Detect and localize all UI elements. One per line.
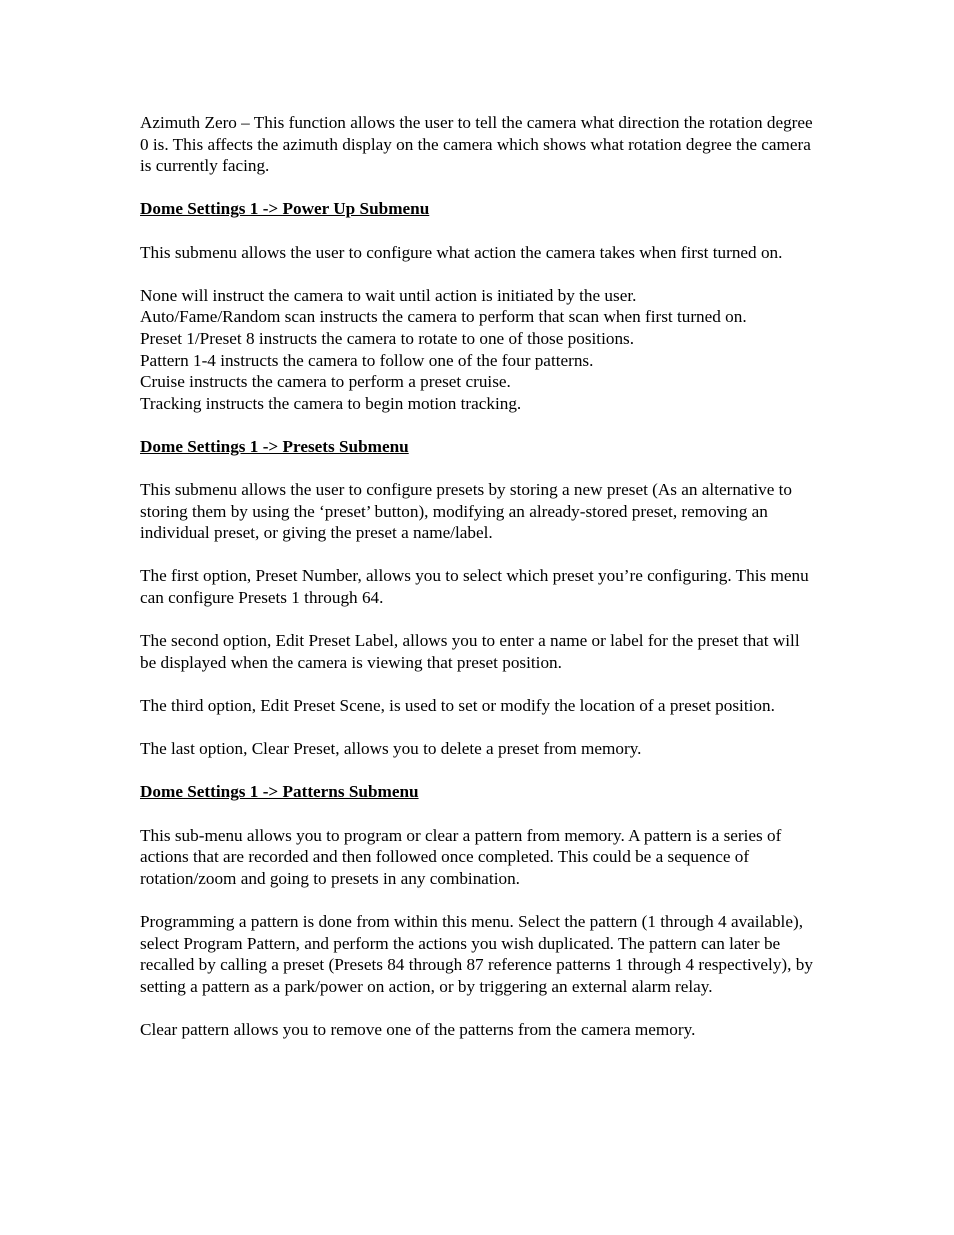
patterns-clear-paragraph: Clear pattern allows you to remove one of the patterns from the camera memory. xyxy=(140,1019,696,1039)
power-up-intro-paragraph: This submenu allows the user to configure what action the camera takes when first turned on. xyxy=(140,242,783,262)
presets-intro-paragraph: This submenu allows the user to configure presets by storing a new preset (As an alternative to storing them by using the ‘preset’ button), modifying an already-stored preset, removing an individual preset, or giving the preset a name/label. xyxy=(140,480,793,543)
power-up-option-cruise: Cruise instructs the camera to perform a preset cruise. xyxy=(140,372,511,392)
presets-last-option-paragraph: The last option, Clear Preset, allows you to delete a preset from memory. xyxy=(140,739,642,759)
power-up-option-scan: Auto/Fame/Random scan instructs the camera to perform that scan when first turned on. xyxy=(140,307,747,327)
patterns-programming-paragraph: Programming a pattern is done from within this menu. Select the pattern (1 through 4 available), select Program Pattern, and perform the actions you wish duplicated. The pattern can later be recalled by calling a preset (Presets 84 through 87 reference patterns 1 through 4 respectively), by setting a pattern as a park/power on action, or by triggering an external alarm relay. xyxy=(140,911,813,996)
presets-first-option-paragraph: The first option, Preset Number, allows you to select which preset you’re configuring. This menu can configure Presets 1 through 64. xyxy=(140,566,809,608)
patterns-submenu-heading: Dome Settings 1 -> Patterns Submenu xyxy=(140,782,419,802)
power-up-option-none: None will instruct the camera to wait until action is initiated by the user. xyxy=(140,285,637,305)
power-up-option-pattern: Pattern 1-4 instructs the camera to follow one of the four patterns. xyxy=(140,350,594,370)
azimuth-zero-paragraph: Azimuth Zero – This function allows the user to tell the camera what direction the rotation degree 0 is. This affects the azimuth display on the camera which shows what rotation degree the camera is currently facing. xyxy=(140,113,813,176)
power-up-options-list xyxy=(140,285,820,415)
presets-third-option-paragraph: The third option, Edit Preset Scene, is used to set or modify the location of a preset position. xyxy=(140,696,775,716)
power-up-option-preset: Preset 1/Preset 8 instructs the camera to rotate to one of those positions. xyxy=(140,328,635,348)
patterns-intro-paragraph: This sub-menu allows you to program or clear a pattern from memory. A pattern is a series of actions that are recorded and then followed once completed. This could be a sequence of rotation/zoom and going to presets in any combination. xyxy=(140,825,782,888)
document-page xyxy=(140,112,820,1062)
presets-second-option-paragraph: The second option, Edit Preset Label, allows you to enter a name or label for the preset that will be displayed when the camera is viewing that preset position. xyxy=(140,631,800,672)
power-up-option-tracking: Tracking instructs the camera to begin motion tracking. xyxy=(140,393,522,413)
power-up-submenu-heading: Dome Settings 1 -> Power Up Submenu xyxy=(140,199,430,219)
presets-submenu-heading: Dome Settings 1 -> Presets Submenu xyxy=(140,436,409,456)
